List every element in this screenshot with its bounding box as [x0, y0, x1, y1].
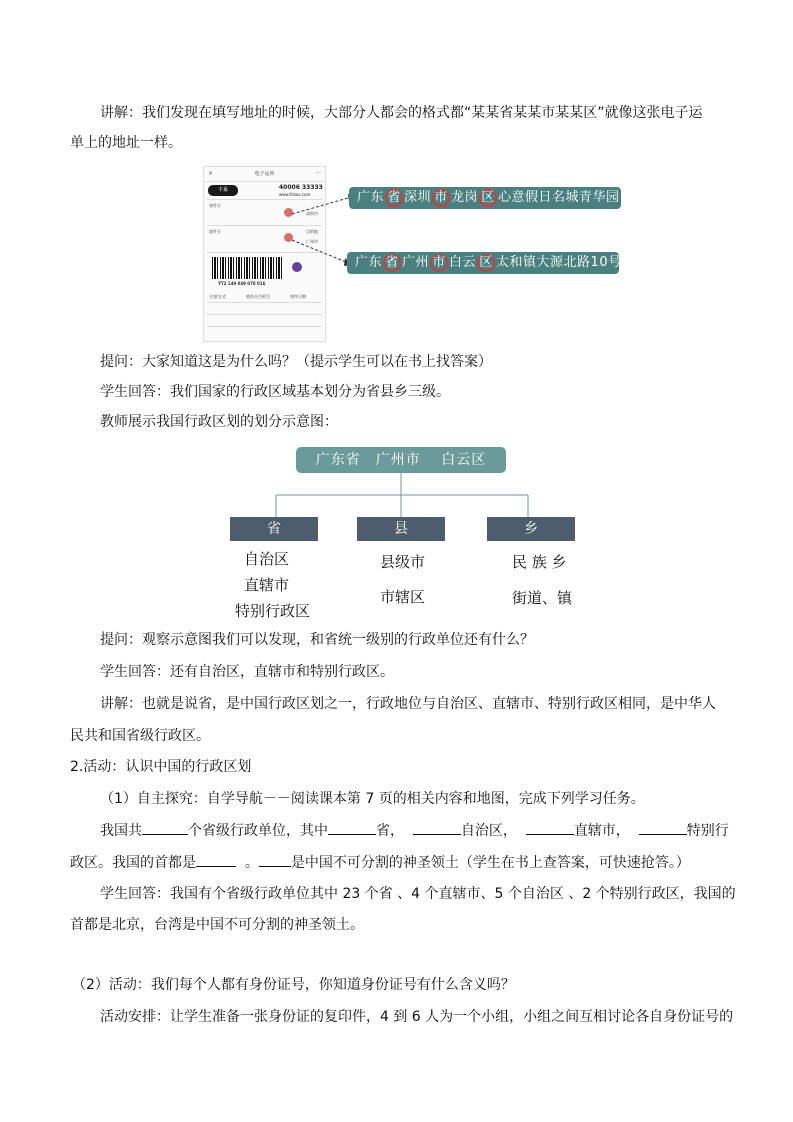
blank-text: 自治区，	[460, 823, 517, 839]
callout-text: 龙岗	[451, 190, 479, 205]
circled-level: 省	[383, 254, 401, 272]
barcode	[212, 257, 284, 279]
province-equivalent: 特别行政区	[235, 602, 311, 620]
question-1: 提问：大家知道这是为什么吗？（提示学生可以在书上找答案）	[100, 354, 492, 370]
col-payment: 付款方式	[210, 294, 226, 299]
address-callout-2	[347, 252, 622, 274]
arrow-line-1	[292, 198, 348, 214]
explanation-2-cont: 民共和国省级行政区。	[70, 728, 210, 744]
activity-2: （2）活动：我们每个人都有身份证号，你知道身份证号有什么含义吗？	[72, 977, 515, 993]
paragraph-explanation-1: 讲解：我们发现在填写地址的时候，大部分人都会的格式都“某某省某某市某某区”就像这张电子运	[100, 105, 703, 121]
blank-text: 是中国不可分割的神圣领土（学生在书上查答案，可快速抢答。）	[290, 855, 690, 871]
blank-text: 我国共	[100, 823, 142, 839]
origin-value: 深圳市	[306, 211, 318, 216]
sender-label: 寄件方	[209, 203, 221, 208]
answer-2: 学生回答：还有自治区，直辖市和特别行政区。	[100, 664, 394, 680]
destination-label: 目的地	[306, 229, 318, 234]
blank-text: 个省级行政单位，其中	[188, 823, 328, 839]
blank-text: 省，	[376, 823, 404, 839]
level-province: 省	[230, 517, 318, 541]
paragraph-explanation-1-cont: 单上的地址一样。	[70, 135, 182, 151]
col-date: 寄件日期	[290, 294, 306, 299]
circled-level: 市	[430, 254, 448, 272]
receiver-label: 收件方	[209, 229, 221, 234]
county-equivalent: 县级市	[380, 553, 426, 571]
blank-provinces[interactable]	[328, 820, 376, 835]
blank-autonomous[interactable]	[413, 820, 461, 835]
more-icon: ···	[315, 170, 321, 177]
blank-text: 政区。我国的首都是	[70, 855, 196, 871]
blank-capital[interactable]	[196, 852, 236, 867]
arrow-line-2	[292, 240, 346, 262]
diagram-connectors	[270, 473, 540, 518]
circled-level: 区	[479, 189, 497, 207]
blank-territory[interactable]	[259, 852, 291, 867]
province-equivalent: 自治区	[244, 550, 290, 568]
activity-arrangement: 活动安排：让学生准备一张身份证的复印件，4 到 6 人为一个小组，小组之间互相讨论各自身份证号的	[100, 1009, 734, 1025]
callout-text: 白云	[449, 255, 477, 270]
level-county: 县	[357, 517, 445, 541]
waybill-phone: 40006 33333	[279, 184, 323, 191]
address-callout-1	[349, 187, 621, 209]
answer-3-cont: 首都是北京，台湾是中国不可分割的神圣领土。	[70, 917, 364, 933]
destination-value: 广州市	[306, 239, 318, 244]
fill-blank-line-1	[100, 820, 729, 841]
blank-sar[interactable]	[639, 820, 687, 835]
blank-text: 。	[244, 855, 259, 871]
province-equivalent: 直辖市	[244, 576, 290, 594]
callout-text: 太和镇大源北路10号	[496, 255, 622, 270]
county-equivalent: 市辖区	[380, 588, 426, 606]
circled-level: 省	[385, 189, 403, 207]
brand-logo: 丰巢	[208, 185, 238, 196]
close-icon: ×	[208, 170, 214, 177]
blank-municipalities[interactable]	[526, 820, 574, 835]
blank-text: 直辖市，	[573, 823, 630, 839]
self-study-task: （1）自主探究：自学导航－－阅读课本第 7 页的相关内容和地图，完成下列学习任务。	[100, 791, 645, 807]
teacher-note: 教师展示我国行政区划的划分示意图：	[100, 414, 338, 430]
callout-text: 深圳	[404, 190, 432, 205]
blank-text: 特别行	[686, 823, 729, 839]
callout-text: 广东	[355, 255, 383, 270]
waybill-title: 电子运单	[204, 167, 325, 182]
callout-text: 广东	[357, 190, 385, 205]
waybill-website: www.fcbox.com	[279, 192, 311, 197]
blank-total[interactable]	[142, 820, 188, 835]
answer-1: 学生回答：我们国家的行政区域基本划分为省县乡三级。	[100, 384, 450, 400]
callout-text: 广州	[402, 255, 430, 270]
circled-level: 区	[477, 254, 495, 272]
fill-blank-line-2	[70, 852, 690, 873]
question-2: 提问：观察示意图我们可以发现，和省统一级别的行政单位还有什么？	[100, 632, 534, 648]
level-township: 乡	[487, 517, 575, 541]
circled-level: 市	[432, 189, 450, 207]
explanation-2: 讲解：也就是说省，是中国行政区划之一，行政地位与自治区、直辖市、特别行政区相同，是中华人	[100, 696, 716, 712]
tracking-number: YT2 149 049 078 016	[218, 281, 266, 286]
col-phone: 收件员手机号	[246, 294, 270, 299]
township-equivalent: 民 族 乡	[512, 553, 567, 571]
township-equivalent: 街道、镇	[512, 589, 573, 607]
answer-3: 学生回答：我国有个省级行政单位其中 23 个省 、4 个直辖市、5 个自治区 、2 个特别行政区，我国的	[100, 886, 736, 902]
section-heading-2: 2.活动：认识中国的行政区划	[70, 759, 252, 775]
callout-text: 心意假日名城青华园	[498, 190, 620, 205]
diagram-top-box: 广东省 广州市 白云区	[296, 447, 506, 473]
